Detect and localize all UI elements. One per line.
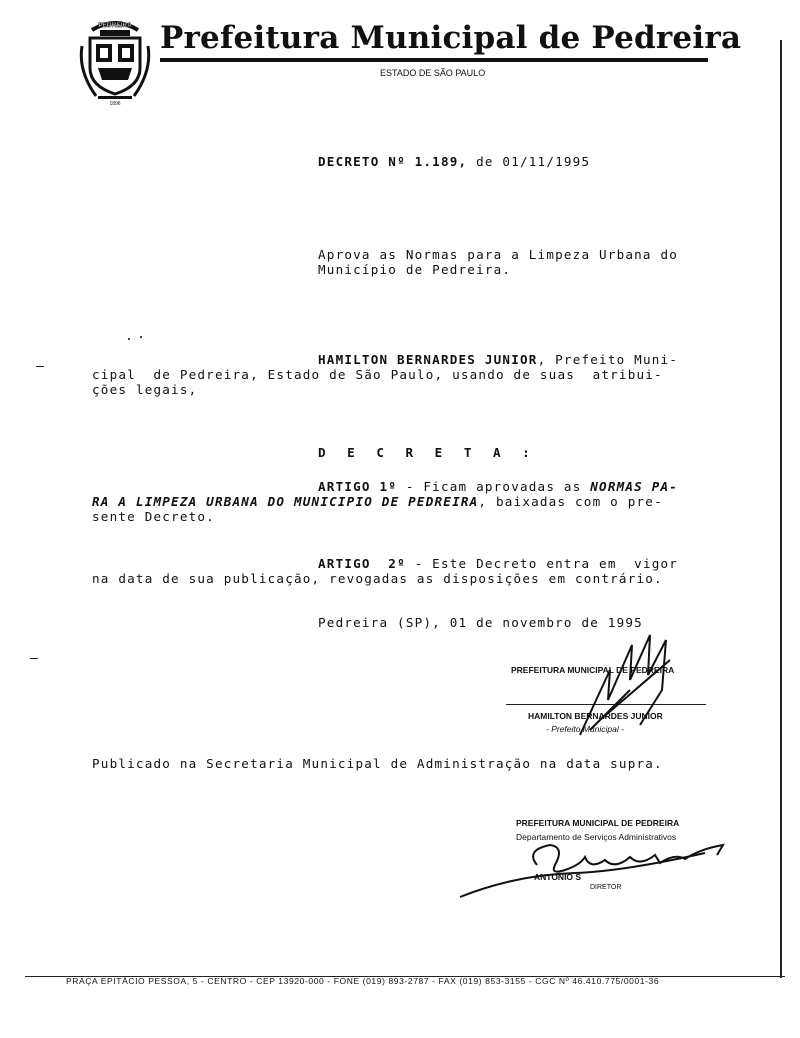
mayor-stamp-org: PREFEITURA MUNICIPAL DE PEDREIRA [511, 665, 675, 675]
municipality-title: Prefeitura Municipal de Pedreira [160, 20, 742, 56]
page-border [780, 40, 782, 978]
article-1 [92, 479, 678, 524]
footer-address: PRAÇA EPITÁCIO PESSOA, 5 - CENTRO - CEP 13920-000 - FONE (019) 893-2787 - FAX (019) 853-3155 - CGC Nº 46.410.775/0001-36 [66, 976, 660, 986]
article-2-label: ARTIGO 2º [318, 556, 406, 571]
decree-summary [318, 247, 678, 277]
article-1-emphasis: NORMAS PA- [590, 479, 679, 494]
summary-line: Município de Pedreira. [318, 262, 512, 277]
coat-of-arms-icon [78, 16, 152, 106]
scan-speck [36, 366, 44, 367]
place-and-date: Pedreira (SP), 01 de novembro de 1995 [318, 615, 643, 630]
svg-text:1896: 1896 [109, 101, 121, 106]
mayor-signature [570, 630, 700, 740]
director-stamp-org: PREFEITURA MUNICIPAL DE PEDREIRA [516, 818, 680, 828]
director-stamp-dept: Departamento de Serviços Administrativos [516, 832, 677, 842]
decreta-heading: D E C R E T A : [318, 445, 537, 460]
mayor-name: HAMILTON BERNARDES JUNIOR [318, 352, 538, 367]
director-stamp-name: ANTONIO S [534, 872, 582, 882]
article-1-label: ARTIGO 1º [318, 479, 398, 494]
preamble-text: , Prefeito Muni- [537, 352, 679, 367]
preamble-line: ções legais, [92, 382, 198, 397]
article-1-text: , baixadas com o pre- [478, 494, 663, 509]
preamble [92, 352, 678, 397]
mayor-stamp-role: - Prefeito Municipal - [546, 724, 624, 734]
scan-speck [128, 338, 130, 340]
article-1-emphasis: RA A LIMPEZA URBANA DO MUNICIPIO DE PEDREIRA [92, 494, 479, 509]
director-signature [455, 835, 730, 905]
article-1-text: - Ficam aprovadas as [397, 479, 591, 494]
summary-line: Aprova as Normas para a Limpeza Urbana do [318, 247, 679, 262]
article-1-text: sente Decreto. [92, 509, 215, 524]
mayor-stamp-name: HAMILTON BERNARDES JUNIOR [528, 711, 663, 721]
state-subtitle: ESTADO DE SÃO PAULO [380, 68, 486, 78]
decree-heading [318, 154, 590, 169]
article-2-text: - Este Decreto entra em vigor [405, 556, 679, 571]
director-stamp-role: DIRETOR [590, 884, 622, 891]
article-2-text: na data de sua publicação, revogadas as disposições em contrário. [92, 571, 663, 586]
decree-number: DECRETO Nº 1.189, [318, 154, 468, 169]
header-rule [160, 58, 708, 62]
decree-date: de 01/11/1995 [467, 154, 591, 169]
scan-speck [140, 336, 142, 338]
preamble-line: cipal de Pedreira, Estado de São Paulo, usando de suas atribui- [92, 367, 663, 382]
publication-note: Publicado na Secretaria Municipal de Administração na data supra. [92, 756, 663, 771]
article-2 [92, 556, 678, 586]
crest-text: PEDREIRA [98, 22, 132, 29]
scan-speck [30, 658, 38, 659]
